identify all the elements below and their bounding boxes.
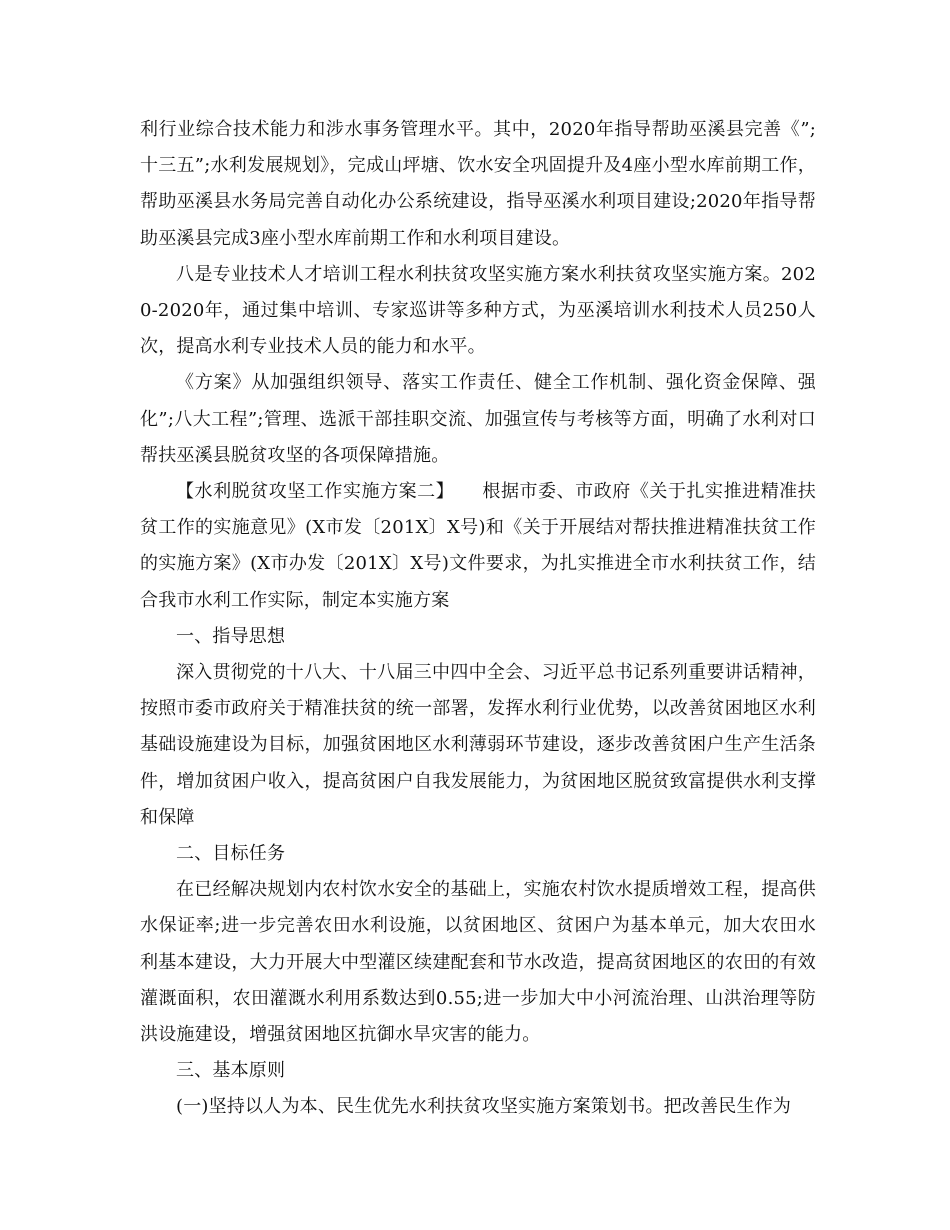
paragraph-goals-tasks: 在已经解决规划内农村饮水安全的基础上，实施农村饮水提质增效工程，提高供水保证率;进一步完善农田水利设施，以贫困地区、贫困户为基本单元，加大农田水利基本建设，大力开展大中型灌区续建配套和节水改造，提高贫困地区的农田的有效灌溉面积，农田灌溉水利用系数达到0.55;进一步加大中小河流治理、山洪治理等防洪设施建设，增强贫困地区抗御水旱灾害的能力。 (140, 879, 816, 1046)
paragraph-principle-one: (一)坚持以人为本、民生优先水利扶贫攻坚实施方案策划书。把改善民生作为 (176, 1096, 792, 1118)
paragraph-talent-training: 八是专业技术人才培训工程水利扶贫攻坚实施方案水利扶贫攻坚实施方案。2020-2020年，通过集中培训、专家巡讲等多种方式，为巫溪培训水利技术人员250人次，提高水利专业技术人员的能力和水平。 (140, 263, 816, 358)
document-body (140, 112, 816, 1126)
paragraph-safeguard-measures: 《方案》从加强组织领导、落实工作责任、健全工作机制、强化资金保障、强化”;八大工程”;管理、选派干部挂职交流、加强宣传与考核等方面，明确了水利对口帮扶巫溪县脱贫攻坚的各项保障措施。 (140, 372, 816, 466)
heading-goals-tasks: 二、目标任务 (176, 843, 286, 865)
heading-guiding-ideology: 一、指导思想 (176, 625, 286, 647)
paragraph-guiding-ideology: 深入贯彻党的十八大、十八届三中四中全会、习近平总书记系列重要讲话精神，按照市委市政府关于精准扶贫的统一部署，发挥水利行业优势，以改善贫困地区水利基础设施建设为目标，加强贫困地区水利薄弱环节建设，逐步改善贫困户生产生活条件，增加贫困户收入，提高贫困户自我发展能力，为贫困地区脱贫致富提供水利支撑和保障 (140, 662, 816, 828)
paragraph-plan-two-intro: 【水利脱贫攻坚工作实施方案二】 根据市委、市政府《关于扎实推进精准扶贫工作的实施意见》(X市发〔201X〕X号)和《关于开展结对帮扶推进精准扶贫工作的实施方案》(X市办发〔201X〕X号)文件要求，为扎实推进全市水利扶贫工作，结合我市水利工作实际，制定本实施方案 (140, 481, 816, 611)
paragraph-project-summary: 利行业综合技术能力和涉水事务管理水平。其中，2020年指导帮助巫溪县完善《”;十三五”;水利发展规划》，完成山坪塘、饮水安全巩固提升及4座小型水库前期工作，帮助巫溪县水务局完善自动化办公系统建设，指导巫溪水利项目建设;2020年指导帮助巫溪县完成3座小型水库前期工作和水利项目建设。 (140, 119, 816, 249)
heading-basic-principles: 三、基本原则 (176, 1060, 286, 1082)
